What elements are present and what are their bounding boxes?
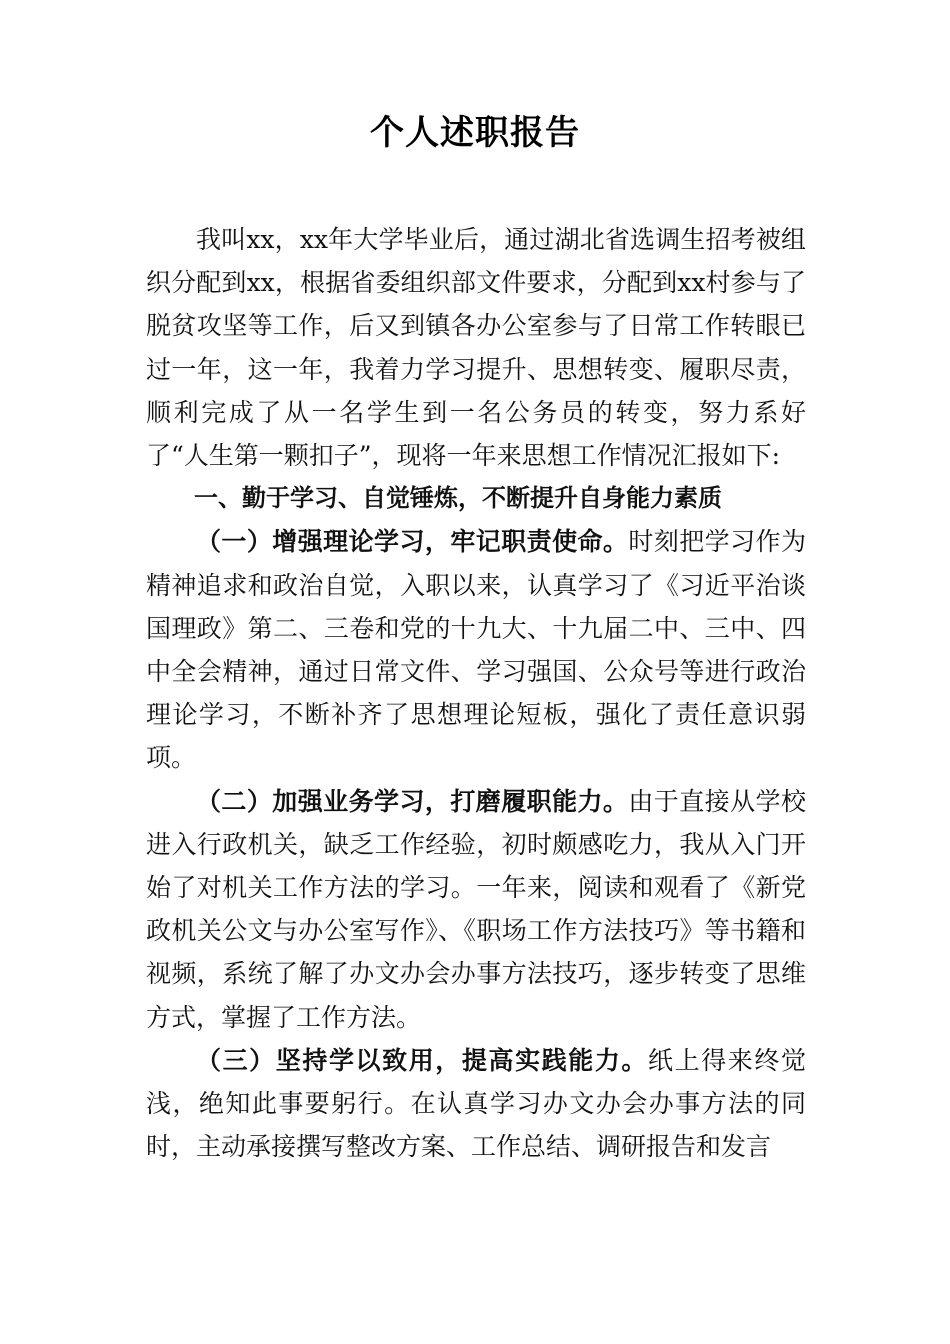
item-text-1: 时刻把学习作为精神追求和政治自觉，入职以来，认真学习了《习近平治谈国理政》第二、三卷和党的十九大、十九届二中、三中、四中全会精神，通过日常文件、学习强国、公众号等进行政治理论学习，不断补齐了思想理论短板，强化了责任意识弱项。 xyxy=(146,527,806,773)
item-text-2: 由于直接从学校进入行政机关，缺乏工作经验，初时颇感吃力，我从入门开始了对机关工作方法的学习。一年来，阅读和观看了《新党政机关公文与办公室写作》、《职场工作方法技巧》等书籍和视频，系统了解了办文办会办事方法技巧，逐步转变了思维方式，掌握了工作方法。 xyxy=(146,786,806,1032)
item-lead-1: （一）增强理论学习，牢记职责使命。 xyxy=(196,527,629,557)
document-title: 个人述职报告 xyxy=(370,113,580,153)
item-paragraph-1 xyxy=(146,520,806,779)
item-paragraph-3 xyxy=(146,1039,806,1169)
item-lead-3: （三）坚持学以致用，提高实践能力。 xyxy=(196,1045,649,1075)
item-lead-2: （二）加强业务学习，打磨履职能力。 xyxy=(196,786,629,816)
item-text-3: 纸上得来终觉浅，绝知此事要躬行。在认真学习办文办会办事方法的同时，主动承接撰写整改方案、工作总结、调研报告和发言 xyxy=(146,1045,806,1162)
intro-paragraph: 我叫xx，xx年大学毕业后，通过湖北省选调生招考被组织分配到xx，根据省委组织部文件要求，分配到xx村参与了脱贫攻坚等工作，后又到镇各办公室参与了日常工作转眼已过一年，这一年，我着力学习提升、思想转变、履职尽责，顺利完成了从一名学生到一名公务员的转变，努力系好了“人生第一颗扣子”，现将一年来思想工作情况汇报如下: xyxy=(146,225,806,471)
section-heading-1: 一、勤于学习、自觉锤炼，不断提升自身能力素质 xyxy=(194,484,722,513)
item-paragraph-2 xyxy=(146,780,806,1039)
document-body xyxy=(146,218,806,1168)
